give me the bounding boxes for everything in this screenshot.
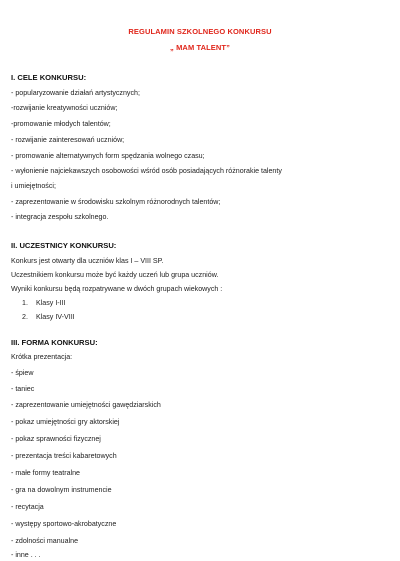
form-item: - zaprezentowanie umiejętności gawędziarskich bbox=[11, 401, 161, 409]
section-heading-form: III. FORMA KONKURSU: bbox=[11, 338, 98, 347]
form-item: - pokaz sprawności fizycznej bbox=[11, 435, 101, 443]
goals-item: -rozwijanie kreatywności uczniów; bbox=[11, 104, 118, 112]
goals-item: -promowanie młodych talentów; bbox=[11, 120, 111, 128]
goals-item: - popularyzowanie działań artystycznych; bbox=[11, 89, 140, 97]
form-intro: Krótka prezentacja: bbox=[11, 353, 73, 361]
age-group-label: Klasy I-III bbox=[36, 299, 66, 307]
age-group-item bbox=[22, 313, 75, 321]
goals-item: - zaprezentowanie w środowisku szkolnym różnorodnych talentów; bbox=[11, 198, 221, 206]
form-item: - małe formy teatralne bbox=[11, 469, 80, 477]
goals-item: - wyłonienie najciekawszych osobowości wśród osób posiadających różnorakie talenty bbox=[11, 167, 282, 175]
form-item: - pokaz umiejętności gry aktorskiej bbox=[11, 418, 120, 426]
age-group-item bbox=[22, 299, 66, 307]
participants-line: Konkurs jest otwarty dla uczniów klas I – VIII SP. bbox=[11, 257, 164, 265]
form-item: - taniec bbox=[11, 385, 35, 393]
form-item: - występy sportowo-akrobatyczne bbox=[11, 520, 117, 528]
document-title: REGULAMIN SZKOLNEGO KONKURSU bbox=[128, 27, 272, 36]
section-heading-participants: II. UCZESTNICY KONKURSU: bbox=[11, 241, 117, 250]
age-group-label: Klasy IV-VIII bbox=[36, 313, 75, 321]
form-item: - zdolności manualne bbox=[11, 537, 79, 545]
participants-line: Uczestnikiem konkursu może być każdy uczeń lub grupa uczniów. bbox=[11, 271, 219, 279]
age-group-number: 1. bbox=[22, 299, 28, 307]
form-item: - gra na dowolnym instrumencie bbox=[11, 486, 112, 494]
goals-item: i umiejętności; bbox=[11, 182, 56, 190]
form-item: - inne . . . bbox=[11, 551, 41, 559]
form-item: - śpiew bbox=[11, 369, 34, 377]
goals-item: - rozwijanie zainteresowań uczniów; bbox=[11, 136, 125, 144]
goals-item: - promowanie alternatywnych form spędzania wolnego czasu; bbox=[11, 152, 205, 160]
age-group-number: 2. bbox=[22, 313, 28, 321]
document-subtitle: „ MAM TALENT” bbox=[170, 43, 230, 52]
section-heading-goals: I. CELE KONKURSU: bbox=[11, 73, 87, 82]
goals-item: - integracja zespołu szkolnego. bbox=[11, 213, 109, 221]
form-item: - prezentacja treści kabaretowych bbox=[11, 452, 117, 460]
participants-line: Wyniki konkursu będą rozpatrywane w dwóch grupach wiekowych : bbox=[11, 285, 223, 293]
form-item: - recytacja bbox=[11, 503, 44, 511]
